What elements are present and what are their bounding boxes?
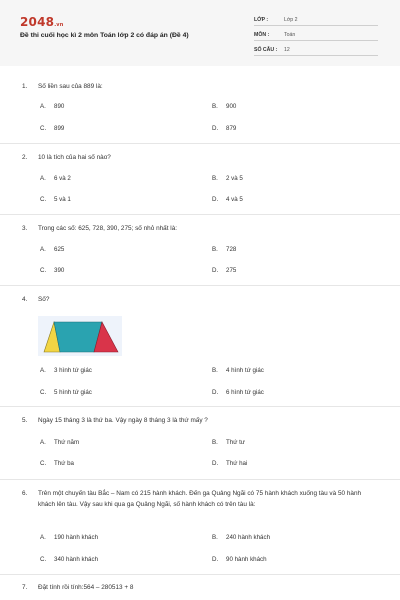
- option-b[interactable]: [212, 367, 264, 374]
- meta-class-value: Lớp 2: [284, 17, 298, 23]
- option-c[interactable]: [40, 196, 71, 203]
- option-text: 899: [54, 125, 65, 132]
- divider: [0, 479, 400, 480]
- option-letter: C.: [40, 125, 47, 132]
- question-text: [22, 152, 378, 163]
- option-d[interactable]: [212, 125, 236, 132]
- option-text: 240 hành khách: [226, 534, 271, 541]
- option-a[interactable]: [40, 534, 98, 541]
- option-text: 625: [54, 246, 65, 253]
- divider: [0, 285, 400, 286]
- question-text: [22, 582, 378, 593]
- option-text: 6 hình tứ giác: [226, 389, 264, 396]
- option-c[interactable]: [40, 460, 74, 467]
- option-letter: A.: [40, 246, 46, 253]
- quadrilateral-figure: [38, 316, 122, 356]
- option-letter: C.: [40, 460, 47, 467]
- option-b[interactable]: [212, 246, 236, 253]
- option-letter: A.: [40, 534, 46, 541]
- question-text: [22, 81, 378, 92]
- question-text: [22, 488, 378, 510]
- option-letter: B.: [212, 534, 218, 541]
- option-b[interactable]: [212, 534, 270, 541]
- meta-subject-label: MÔN :: [254, 32, 270, 38]
- option-text: Thứ hai: [226, 460, 248, 467]
- option-b[interactable]: [212, 175, 243, 182]
- option-a[interactable]: [40, 246, 64, 253]
- option-letter: C.: [40, 556, 47, 563]
- option-letter: D.: [212, 125, 219, 132]
- shapes-illustration: [38, 316, 122, 356]
- question-number: 7.: [22, 584, 28, 591]
- option-text: 4 hình tứ giác: [226, 367, 264, 374]
- option-letter: B.: [212, 175, 218, 182]
- option-text: Thứ tư: [226, 439, 245, 446]
- question-number: 3.: [22, 225, 28, 232]
- option-letter: D.: [212, 196, 219, 203]
- option-text: 3 hình tứ giác: [54, 367, 92, 374]
- document-header: [0, 0, 400, 66]
- option-text: 275: [226, 267, 237, 274]
- option-text: 340 hành khách: [54, 556, 99, 563]
- question-body: Trên một chuyến tàu Bắc – Nam có 215 hành khách. Đến ga Quảng Ngãi có 75 hành khách xuống tàu và 50 hành khách lên tàu. Vậy sau khi qua ga Quảng Ngãi, số hành khách có trên tàu là:: [38, 490, 362, 508]
- option-letter: B.: [212, 367, 218, 374]
- option-letter: C.: [40, 267, 47, 274]
- option-text: 5 và 1: [54, 196, 71, 203]
- option-text: 190 hành khách: [54, 534, 99, 541]
- option-b[interactable]: [212, 103, 236, 110]
- option-letter: A.: [40, 103, 46, 110]
- question-body: Trong các số: 625, 728, 390, 275; số nhỏ nhất là:: [38, 225, 178, 232]
- question-text: [22, 415, 378, 426]
- question-number: 4.: [22, 296, 28, 303]
- teal-trapezoid: [54, 322, 102, 352]
- meta-subject-value: Toán: [284, 32, 296, 38]
- site-logo[interactable]: [20, 15, 64, 29]
- divider: [0, 574, 400, 575]
- option-letter: D.: [212, 556, 219, 563]
- divider: [0, 406, 400, 407]
- meta-class-row: [254, 14, 378, 26]
- option-letter: D.: [212, 267, 219, 274]
- option-c[interactable]: [40, 267, 64, 274]
- option-text: Thứ ba: [54, 460, 74, 467]
- option-letter: A.: [40, 367, 46, 374]
- option-b[interactable]: [212, 439, 245, 446]
- option-text: 90 hành khách: [226, 556, 267, 563]
- meta-subject-row: [254, 29, 378, 41]
- question-body: Số liền sau của 889 là:: [38, 83, 103, 90]
- option-d[interactable]: [212, 460, 247, 467]
- question-body: 10 là tích của hai số nào?: [38, 154, 111, 161]
- question-number: 2.: [22, 154, 28, 161]
- option-text: 890: [54, 103, 65, 110]
- question-body: Ngày 15 tháng 3 là thứ ba. Vậy ngày 8 tháng 3 là thứ mấy ?: [38, 417, 208, 424]
- divider: [0, 143, 400, 144]
- option-letter: C.: [40, 196, 47, 203]
- option-d[interactable]: [212, 196, 243, 203]
- option-letter: C.: [40, 389, 47, 396]
- option-text: 2 và 5: [226, 175, 243, 182]
- option-text: 879: [226, 125, 237, 132]
- option-d[interactable]: [212, 556, 267, 563]
- divider: [0, 214, 400, 215]
- option-text: 728: [226, 246, 237, 253]
- logo-tld: .vn: [54, 22, 64, 28]
- option-letter: B.: [212, 439, 218, 446]
- option-a[interactable]: [40, 175, 71, 182]
- option-letter: B.: [212, 246, 218, 253]
- option-text: 6 và 2: [54, 175, 71, 182]
- question-number: 6.: [22, 490, 28, 497]
- question-text: [22, 294, 378, 305]
- option-letter: A.: [40, 439, 46, 446]
- meta-count-label: SỐ CÂU :: [254, 47, 278, 53]
- option-d[interactable]: [212, 389, 264, 396]
- option-text: 5 hình tứ giác: [54, 389, 92, 396]
- logo-text: 2048: [20, 15, 55, 29]
- option-a[interactable]: [40, 367, 92, 374]
- question-number: 5.: [22, 417, 28, 424]
- document-title: Đề thi cuối học kì 2 môn Toán lớp 2 có đáp án (Đề 4): [20, 32, 189, 39]
- question-body: Số?: [38, 296, 50, 303]
- question-body: Đặt tính rồi tính:564 – 280513 + 8: [38, 584, 134, 591]
- meta-count-row: [254, 44, 378, 56]
- option-c[interactable]: [40, 389, 92, 396]
- option-a[interactable]: [40, 103, 64, 110]
- meta-class-label: LỚP :: [254, 17, 269, 23]
- option-letter: B.: [212, 103, 218, 110]
- option-a[interactable]: [40, 439, 79, 446]
- question-text: [22, 223, 378, 234]
- option-letter: D.: [212, 389, 219, 396]
- option-text: 390: [54, 267, 65, 274]
- option-d[interactable]: [212, 267, 236, 274]
- option-text: 4 và 5: [226, 196, 243, 203]
- option-text: Thứ năm: [54, 439, 80, 446]
- option-c[interactable]: [40, 556, 98, 563]
- option-letter: D.: [212, 460, 219, 467]
- option-c[interactable]: [40, 125, 64, 132]
- option-letter: A.: [40, 175, 46, 182]
- option-text: 900: [226, 103, 237, 110]
- question-number: 1.: [22, 83, 28, 90]
- meta-count-value: 12: [284, 47, 290, 53]
